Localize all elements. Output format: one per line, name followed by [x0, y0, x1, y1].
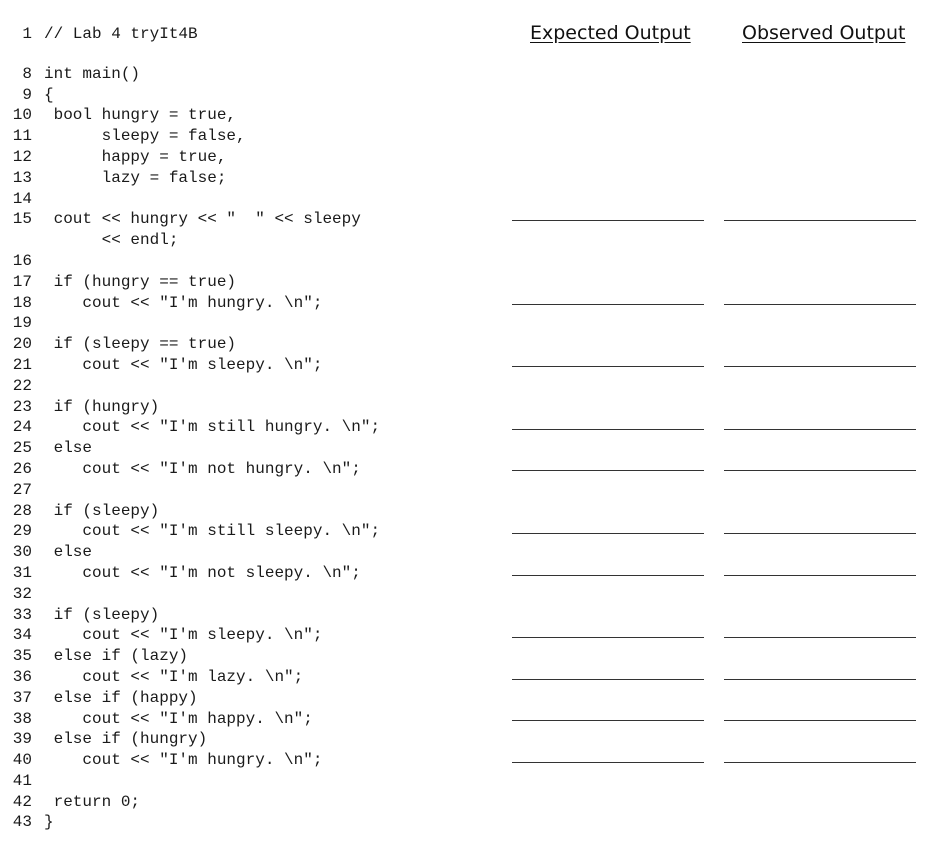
code-line [8, 397, 380, 418]
code-text: if (sleepy) [44, 605, 160, 624]
code-listing [8, 24, 380, 833]
code-line [8, 729, 380, 750]
code-line [8, 126, 380, 147]
observed-answer-blank[interactable] [724, 304, 916, 305]
code-text: else [44, 543, 93, 562]
line-number: 41 [12, 771, 32, 790]
code-line [8, 64, 380, 85]
code-text: cout << "I'm hungry. \n"; [44, 751, 323, 770]
line-number: 43 [12, 813, 32, 832]
line-number: 12 [12, 147, 32, 166]
code-line [8, 625, 380, 646]
code-line [8, 584, 380, 605]
expected-answer-blank[interactable] [512, 762, 704, 763]
line-number: 40 [12, 751, 32, 770]
code-text: else if (hungry) [44, 730, 208, 749]
expected-answer-blank[interactable] [512, 220, 704, 221]
code-line [8, 646, 380, 667]
expected-answer-blank[interactable] [512, 366, 704, 367]
code-line [8, 667, 380, 688]
code-line [8, 792, 380, 813]
code-line [8, 251, 380, 272]
code-line [8, 24, 380, 45]
expected-answer-blank[interactable] [512, 304, 704, 305]
observed-answer-blank[interactable] [724, 575, 916, 576]
code-line [8, 189, 380, 210]
code-line [8, 542, 380, 563]
observed-output-header: Observed Output [742, 22, 906, 44]
code-text: cout << "I'm still sleepy. \n"; [44, 522, 381, 541]
expected-answer-blank[interactable] [512, 470, 704, 471]
code-line [8, 272, 380, 293]
line-number: 31 [12, 563, 32, 582]
code-text: { [44, 85, 54, 104]
expected-answer-blank[interactable] [512, 429, 704, 430]
code-line [8, 376, 380, 397]
code-line [8, 355, 380, 376]
line-number: 17 [12, 272, 32, 291]
code-line [8, 459, 380, 480]
code-line [8, 85, 380, 106]
expected-answer-blank[interactable] [512, 575, 704, 576]
code-line [8, 812, 380, 833]
code-text: cout << "I'm lazy. \n"; [44, 667, 304, 686]
expected-answer-blank[interactable] [512, 637, 704, 638]
line-number: 28 [12, 501, 32, 520]
line-number: 30 [12, 543, 32, 562]
code-text: else if (happy) [44, 688, 198, 707]
code-line [8, 147, 380, 168]
code-line [8, 563, 380, 584]
code-text: cout << "I'm not sleepy. \n"; [44, 563, 361, 582]
code-text: cout << "I'm hungry. \n"; [44, 293, 323, 312]
code-text: else if (lazy) [44, 647, 189, 666]
code-line [8, 293, 380, 314]
line-number: 13 [12, 168, 32, 187]
code-text: cout << "I'm not hungry. \n"; [44, 459, 361, 478]
line-number: 25 [12, 439, 32, 458]
observed-answer-blank[interactable] [724, 429, 916, 430]
code-line [8, 334, 380, 355]
expected-answer-blank[interactable] [512, 533, 704, 534]
observed-answer-blank[interactable] [724, 679, 916, 680]
code-line [8, 417, 380, 438]
code-line [8, 521, 380, 542]
line-number: 9 [22, 85, 32, 104]
code-text: cout << "I'm still hungry. \n"; [44, 418, 381, 437]
observed-answer-blank[interactable] [724, 533, 916, 534]
code-line [8, 709, 380, 730]
code-text: sleepy = false, [44, 127, 246, 146]
line-number: 15 [12, 210, 32, 229]
code-line [8, 105, 380, 126]
line-number: 34 [12, 626, 32, 645]
line-number: 16 [12, 251, 32, 270]
line-number: 20 [12, 335, 32, 354]
observed-answer-blank[interactable] [724, 220, 916, 221]
observed-answer-blank[interactable] [724, 470, 916, 471]
code-line [8, 168, 380, 189]
line-number: 32 [12, 584, 32, 603]
code-line [8, 313, 380, 334]
code-text: cout << "I'm sleepy. \n"; [44, 626, 323, 645]
code-text: if (sleepy) [44, 501, 160, 520]
code-text: // Lab 4 tryIt4B [44, 25, 198, 43]
line-number: 11 [12, 127, 32, 146]
observed-answer-blank[interactable] [724, 762, 916, 763]
observed-answer-blank[interactable] [724, 637, 916, 638]
line-number: 24 [12, 418, 32, 437]
line-number: 26 [12, 459, 32, 478]
code-text: lazy = false; [44, 168, 227, 187]
line-number: 1 [22, 25, 32, 43]
code-line [8, 750, 380, 771]
code-text: } [44, 813, 54, 832]
code-line [8, 209, 380, 230]
code-line [8, 438, 380, 459]
code-text: << endl; [44, 231, 179, 250]
expected-answer-blank[interactable] [512, 720, 704, 721]
line-number: 35 [12, 647, 32, 666]
line-number: 8 [22, 64, 32, 83]
code-text: cout << hungry << " " << sleepy [44, 210, 361, 229]
code-line [8, 480, 380, 501]
line-number: 36 [12, 667, 32, 686]
code-text: return 0; [44, 792, 141, 811]
line-number: 29 [12, 522, 32, 541]
line-number: 42 [12, 792, 32, 811]
line-number: 23 [12, 397, 32, 416]
code-line [8, 688, 380, 709]
code-line [8, 771, 380, 792]
code-text: cout << "I'm happy. \n"; [44, 709, 313, 728]
line-number: 14 [12, 189, 32, 208]
line-number: 37 [12, 688, 32, 707]
code-line [8, 230, 380, 251]
line-number: 10 [12, 106, 32, 125]
expected-output-header: Expected Output [530, 22, 691, 44]
line-number: 21 [12, 355, 32, 374]
code-line [8, 501, 380, 522]
code-text: if (hungry == true) [44, 272, 237, 291]
line-number: 19 [12, 314, 32, 333]
line-number: 33 [12, 605, 32, 624]
observed-answer-blank[interactable] [724, 366, 916, 367]
code-text: int main() [44, 64, 141, 83]
line-number: 39 [12, 730, 32, 749]
line-number: 22 [12, 376, 32, 395]
line-number: 27 [12, 480, 32, 499]
code-text: bool hungry = true, [44, 106, 237, 125]
code-text: happy = true, [44, 147, 227, 166]
line-number: 38 [12, 709, 32, 728]
code-text: cout << "I'm sleepy. \n"; [44, 355, 323, 374]
code-text: if (hungry) [44, 397, 160, 416]
code-text: if (sleepy == true) [44, 335, 237, 354]
code-text: else [44, 439, 93, 458]
observed-answer-blank[interactable] [724, 720, 916, 721]
expected-answer-blank[interactable] [512, 679, 704, 680]
line-number: 18 [12, 293, 32, 312]
code-line [8, 605, 380, 626]
